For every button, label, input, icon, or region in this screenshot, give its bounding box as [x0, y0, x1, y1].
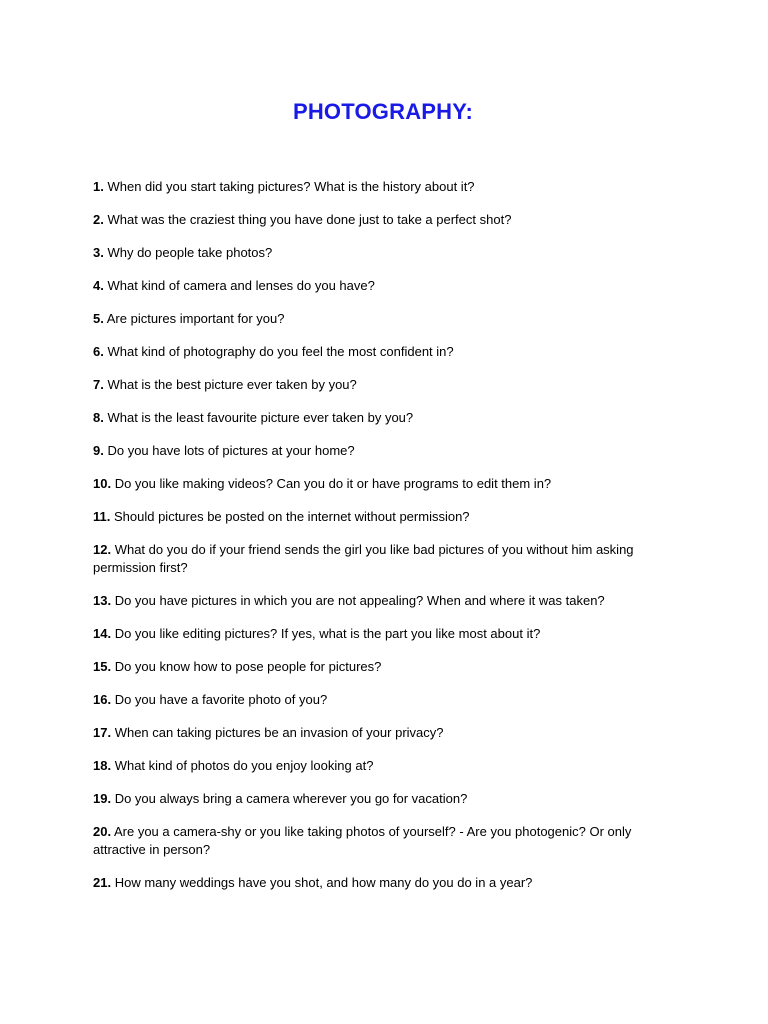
question-text: Why do people take photos?	[107, 245, 273, 260]
question-text: Should pictures be posted on the internet without permission?	[113, 509, 470, 524]
question-text: Do you have pictures in which you are not appealing? When and where it was taken?	[114, 593, 605, 608]
question-text: Do you have a favorite photo of you?	[114, 692, 328, 707]
question-text: Do you know how to pose people for pictures?	[114, 659, 382, 674]
question-item	[93, 874, 673, 892]
question-number: 7.	[93, 377, 104, 392]
question-text: What is the best picture ever taken by you?	[107, 377, 357, 392]
question-text: What kind of camera and lenses do you have?	[107, 278, 375, 293]
question-text: Do you always bring a camera wherever you go for vacation?	[114, 791, 468, 806]
question-text: What kind of photography do you feel the most confident in?	[107, 344, 454, 359]
question-item	[93, 409, 673, 427]
question-item	[93, 310, 673, 328]
question-item	[93, 823, 673, 859]
question-number: 5.	[93, 311, 104, 326]
question-item	[93, 343, 673, 361]
question-number: 2.	[93, 212, 104, 227]
question-number: 20.	[93, 824, 112, 839]
question-number: 1.	[93, 179, 104, 194]
question-item	[93, 376, 673, 394]
question-text: What kind of photos do you enjoy looking at?	[114, 758, 374, 773]
question-item	[93, 277, 673, 295]
question-text: Are pictures important for you?	[106, 311, 285, 326]
question-item	[93, 790, 673, 808]
question-number: 21.	[93, 875, 112, 890]
question-number: 16.	[93, 692, 112, 707]
question-list	[93, 178, 673, 907]
question-number: 18.	[93, 758, 112, 773]
question-text: What do you do if your friend sends the girl you like bad pictures of you without him asking permission first?	[93, 542, 634, 575]
question-text: Do you like making videos? Can you do it or have programs to edit them in?	[114, 476, 552, 491]
question-item	[93, 178, 673, 196]
question-text: What was the craziest thing you have done just to take a perfect shot?	[107, 212, 512, 227]
question-number: 19.	[93, 791, 112, 806]
question-number: 9.	[93, 443, 104, 458]
question-number: 6.	[93, 344, 104, 359]
question-item	[93, 244, 673, 262]
question-item	[93, 625, 673, 643]
question-number: 14.	[93, 626, 112, 641]
question-item	[93, 658, 673, 676]
question-number: 15.	[93, 659, 112, 674]
question-text: What is the least favourite picture ever taken by you?	[107, 410, 414, 425]
question-number: 3.	[93, 245, 104, 260]
question-item	[93, 211, 673, 229]
question-text: When can taking pictures be an invasion of your privacy?	[114, 725, 444, 740]
question-text: When did you start taking pictures? What is the history about it?	[107, 179, 475, 194]
question-item	[93, 475, 673, 493]
question-text: How many weddings have you shot, and how many do you do in a year?	[114, 875, 533, 890]
question-item	[93, 757, 673, 775]
question-number: 11.	[93, 509, 111, 524]
question-text: Do you like editing pictures? If yes, what is the part you like most about it?	[114, 626, 541, 641]
question-number: 10.	[93, 476, 112, 491]
page-title: PHOTOGRAPHY:	[292, 99, 474, 124]
question-number: 17.	[93, 725, 112, 740]
question-number: 8.	[93, 410, 104, 425]
question-item	[93, 442, 673, 460]
question-item	[93, 592, 673, 610]
question-number: 13.	[93, 593, 112, 608]
question-item	[93, 691, 673, 709]
question-number: 4.	[93, 278, 104, 293]
question-item	[93, 508, 673, 526]
question-text: Are you a camera-shy or you like taking photos of yourself? - Are you photogenic? Or only attractive in person?	[93, 824, 632, 857]
question-item	[93, 724, 673, 742]
question-number: 12.	[93, 542, 112, 557]
question-text: Do you have lots of pictures at your home?	[107, 443, 355, 458]
question-item	[93, 541, 673, 577]
